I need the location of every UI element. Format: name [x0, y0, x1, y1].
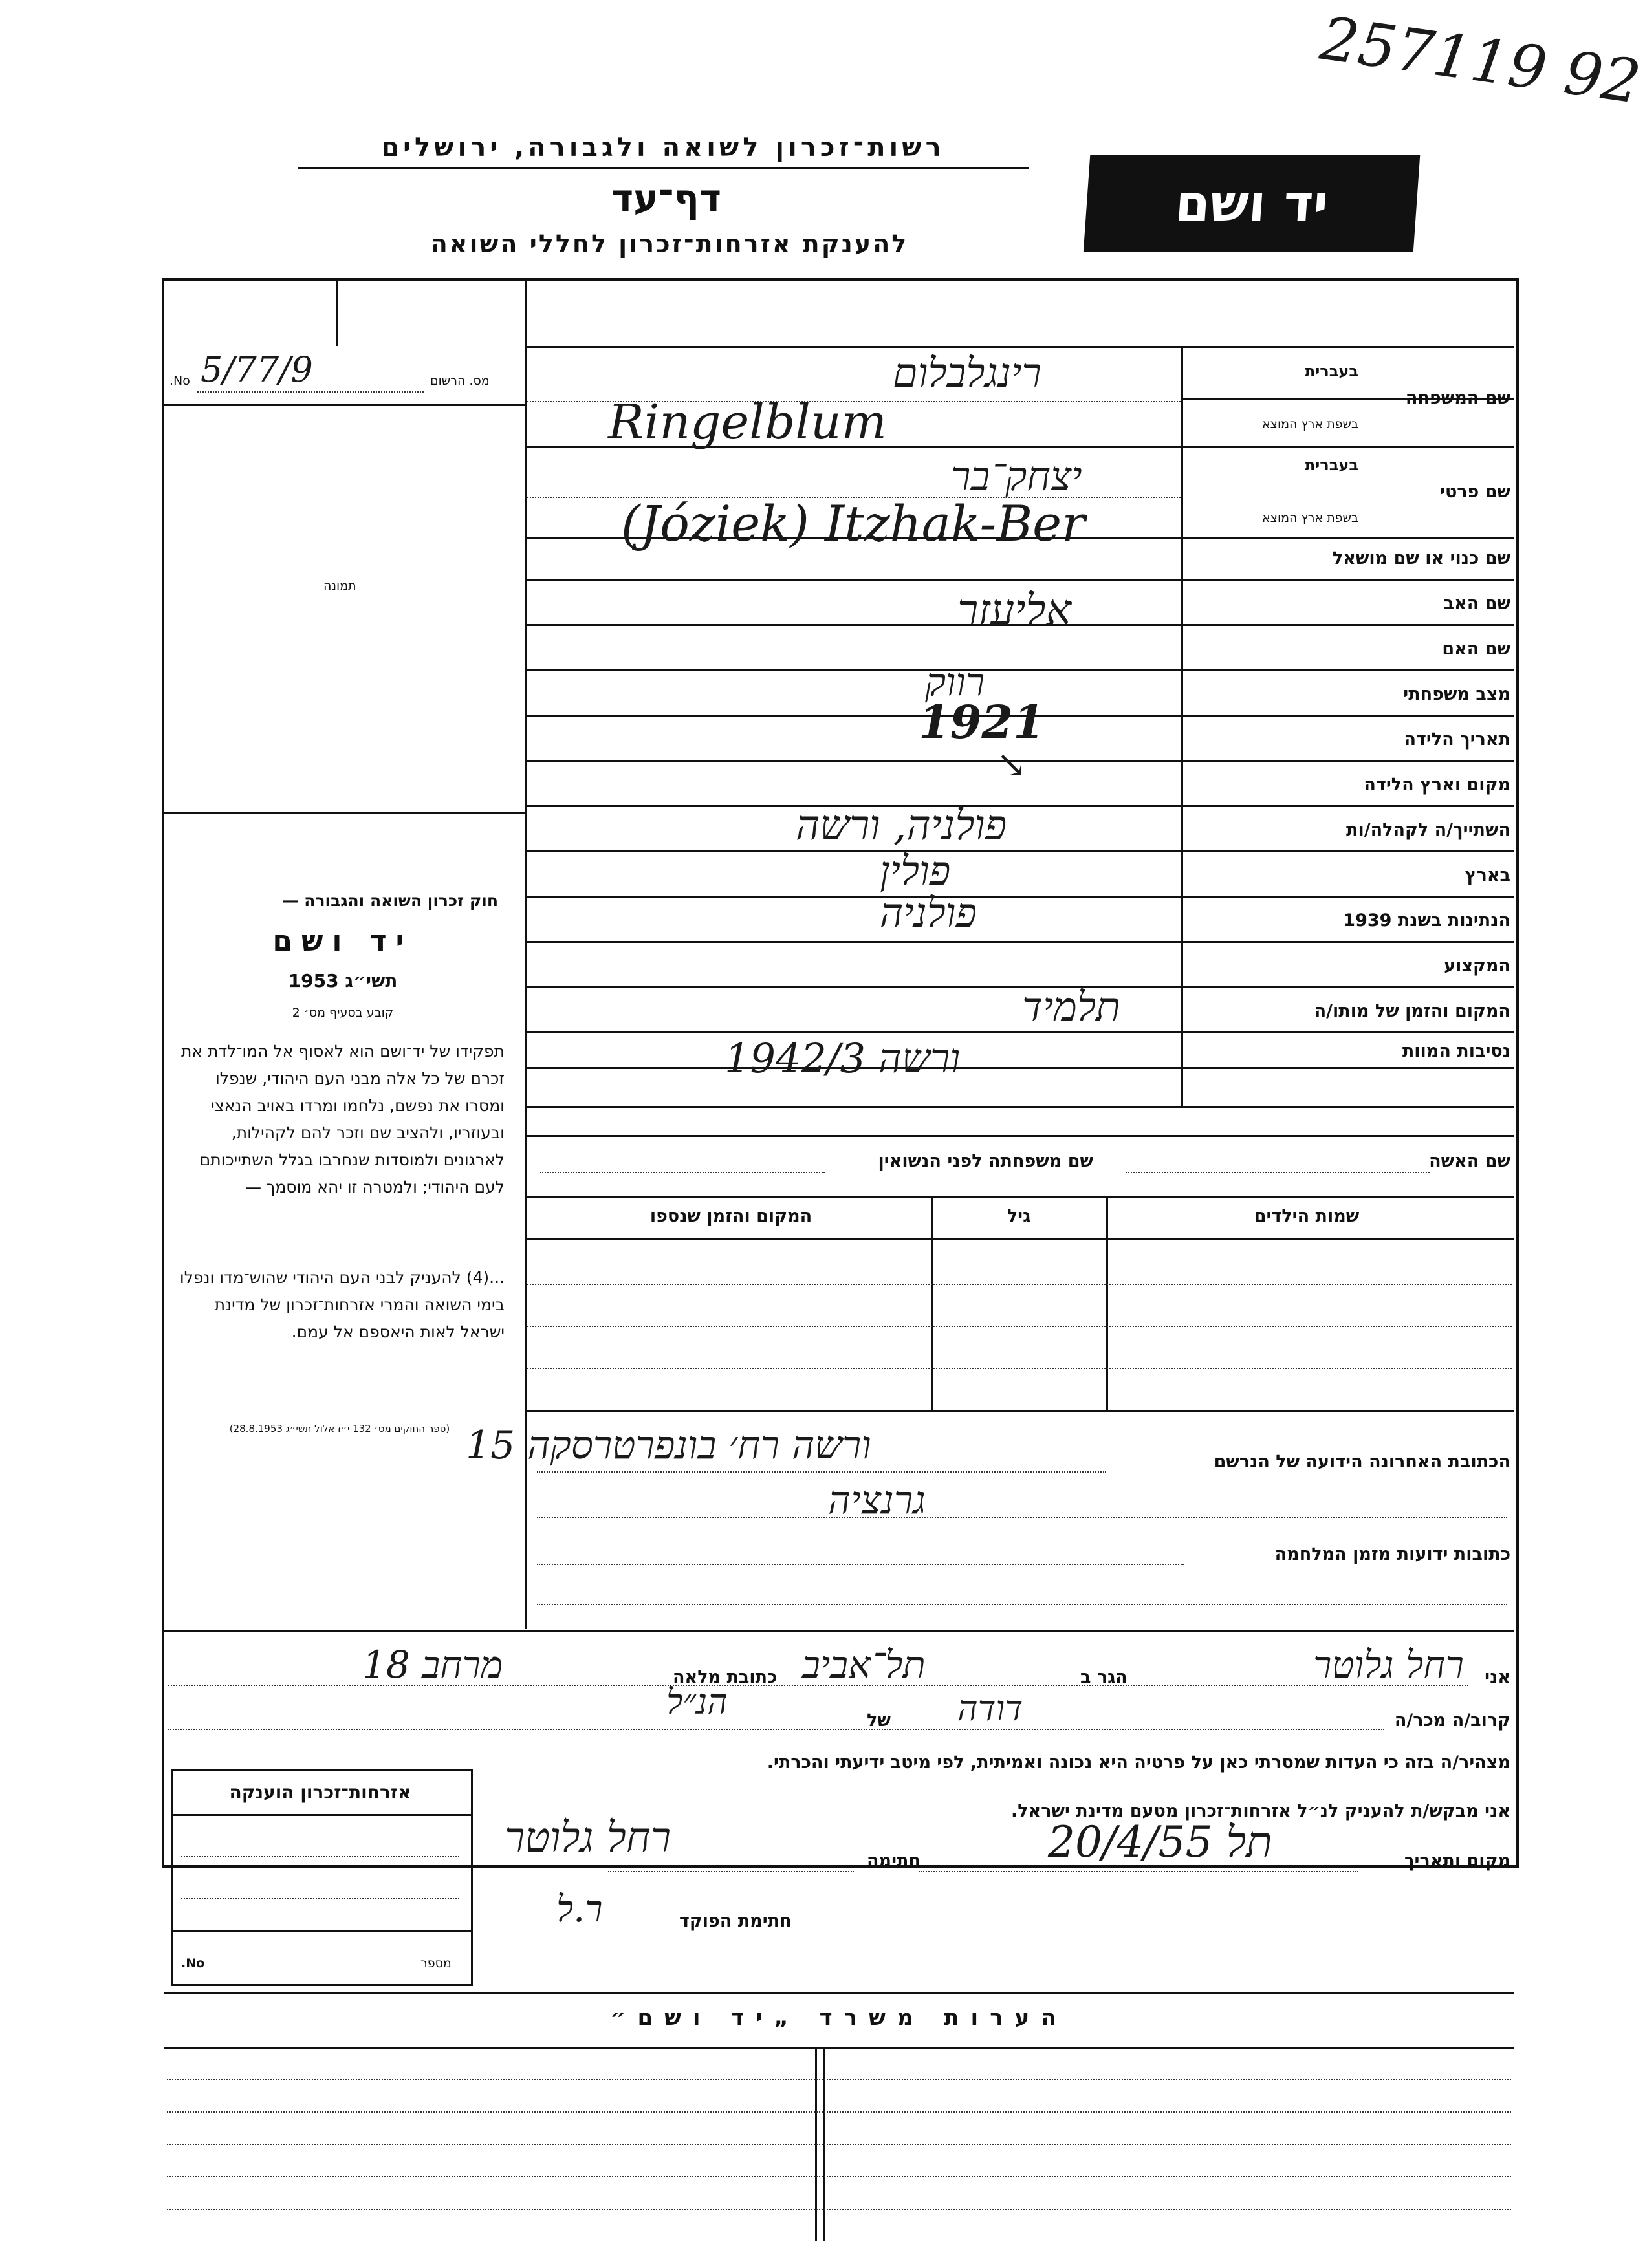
rule: [167, 2176, 1511, 2177]
rule: [525, 1067, 1514, 1069]
birth-date-value: 1921: [919, 695, 1045, 749]
last-address-line2-value: גרנציה: [828, 1478, 926, 1523]
yad-vashem-logo: יד ושם: [1084, 155, 1420, 252]
full-address-label: כתובת מלאה: [673, 1667, 778, 1687]
rule: [525, 941, 1514, 943]
rule: [181, 1898, 459, 1899]
rule: [525, 1135, 1514, 1137]
rule: [525, 1196, 1514, 1198]
rule: [525, 805, 1514, 807]
rule: [527, 1326, 1512, 1327]
last-address-label: הכתובת האחרונה הידועה של הנרשם: [1214, 1452, 1510, 1472]
photo-label: תמונה: [323, 579, 356, 593]
form-title: דף־עד: [611, 176, 722, 220]
header-rule: [298, 167, 1029, 169]
archive-number: 257119 92: [1316, 3, 1645, 118]
place-date-label: מקום ותאריך: [1404, 1851, 1510, 1871]
rule: [167, 2111, 1511, 2113]
declaration-text: מצהיר/ה בזה כי העדות שמסרתי כאן על פרטיה היא נכונה ואמיתית, לפי מיטב ידיעתי והכרתי.: [767, 1753, 1510, 1773]
marital-status-label: מצב משפחתי: [1403, 684, 1510, 704]
request-text: אני מבקש/ת להעניק לנ״ל אזרחות־זכרון מטעם מדינת ישראל.: [1010, 1801, 1510, 1821]
family-name-hebrew-label: בעברית: [1304, 362, 1358, 380]
rule: [537, 1517, 1507, 1518]
rule: [525, 1410, 1514, 1412]
top-row-rule: [525, 346, 1514, 348]
rule: [527, 1368, 1512, 1369]
citizenship-no-label: No.: [181, 1956, 205, 1971]
rule: [525, 579, 1514, 581]
rule: [527, 1284, 1512, 1285]
family-name-original-value: Ringelblum: [608, 394, 887, 450]
nationality-value: פולניה: [880, 889, 977, 936]
citizenship-num-label: מספר: [420, 1956, 452, 1971]
first-name-original-value: (Józiek) Itzhak-Ber: [621, 495, 1085, 552]
first-name-hebrew-label: בעברית: [1304, 456, 1358, 474]
reg-num-he-label: מס. הרשום: [430, 374, 490, 388]
rule: [181, 1856, 459, 1857]
last-address-value: ורשה רח׳ בונפרטרסקה 15: [466, 1423, 871, 1468]
rule: [525, 669, 1514, 671]
children-death-header: המקום והזמן שנספו: [649, 1206, 812, 1226]
nickname-label: שם כנוי או שם מושאל: [1332, 548, 1510, 568]
place-date-line: [919, 1871, 1358, 1872]
family-name-hebrew-value: רינגלבלום: [893, 349, 1041, 396]
label-column-divider: [1181, 346, 1183, 1106]
of-label: של: [867, 1711, 891, 1731]
children-col-divider: [1106, 1196, 1108, 1410]
community-value: פולניה, ורשה: [796, 802, 1007, 850]
marital-status-value: רווק: [925, 660, 985, 705]
birthplace-label: מקום וארץ הלידה: [1364, 775, 1510, 795]
rule: [525, 850, 1514, 852]
rule: [537, 1604, 1507, 1605]
father-name-value: אליעזר: [957, 585, 1071, 635]
reg-number-line: [197, 391, 424, 393]
law-paragraph-1: תפקידו של יד־ושם הוא לאסוף אל המו־לדת את זכרם של כל אלה מבני העם היהודי, שנפלו ומסרו את נפשם, נלחמו ומרדו באויב הנאצי ובעוזריו, ולהציב שם וזכר להם לקהילות, לארגונים ולמוסדות שנחרבו בגלל השתייכותם לעם היהודי; ולמטרה זו יהא מוסמך —: [180, 1042, 505, 1196]
death-place-value: ורשה 1942/3: [724, 1035, 961, 1082]
signature-label: חתימה: [867, 1851, 921, 1871]
maiden-name-line: [540, 1172, 825, 1173]
profession-label: המקצוע: [1444, 956, 1510, 976]
wife-name-line: [1126, 1172, 1430, 1173]
children-age-header: גיל: [1007, 1206, 1031, 1226]
declarant-i-label: אני: [1485, 1667, 1510, 1687]
rule: [168, 1685, 1468, 1686]
photo-box-rule: [164, 812, 525, 814]
rule: [525, 1238, 1514, 1240]
signature-value: רחל גלוטר: [505, 1814, 671, 1862]
law-clause: קובע בסעיף מס׳ 2: [292, 1006, 394, 1020]
rule: [171, 1814, 471, 1816]
children-col-divider: [931, 1196, 933, 1410]
reg-number-value: 5/77/9: [201, 349, 313, 390]
office-notes-rule: [164, 1992, 1514, 1994]
law-reference: (ספר החוקים מס׳ 132 י״ז אלול תשי״ג 28.8.1953): [229, 1423, 450, 1434]
death-cause-label: נסיבות המוות: [1402, 1041, 1510, 1061]
rule: [168, 1729, 1384, 1730]
first-name-origin-label: בשפת ארץ המוצא: [1261, 511, 1358, 525]
place-date-value: תל 20/4/55: [1048, 1817, 1272, 1867]
top-cell-divider: [336, 281, 338, 346]
rule: [171, 1930, 471, 1932]
official-signature-value: ר.ל: [556, 1888, 603, 1930]
profession-value: תלמיד: [1022, 983, 1120, 1030]
death-place-label: המקום והזמן של מותו/ה: [1314, 1001, 1510, 1021]
declarant-name-value: רחל גלוטר: [1313, 1643, 1465, 1687]
first-name-label: שם פרטי: [1440, 482, 1510, 502]
official-signature-label: חתימת הפוקד: [679, 1911, 792, 1931]
office-notes-title: הערות משרד „יד ושם״: [610, 2005, 1068, 2031]
relation-value: דודה: [957, 1688, 1023, 1729]
community-label: השתייך/ה לקהלה/ות: [1346, 820, 1510, 840]
declarant-city-value: תל־אביב: [802, 1643, 926, 1687]
rule: [525, 896, 1514, 898]
last-address-line: [537, 1471, 1106, 1473]
rule: [525, 1106, 1514, 1108]
birth-arrow: ↘: [996, 744, 1027, 786]
rule: [164, 2047, 1514, 2049]
form-subtitle: להענקת אזרחות־זכרון לחללי השואה: [430, 230, 909, 258]
children-names-header: שמות הילדים: [1254, 1206, 1360, 1226]
rule: [537, 1564, 1184, 1565]
rule: [167, 2079, 1511, 2080]
law-year: תשי״ג 1953: [288, 970, 398, 991]
family-name-label: שם המשפחה: [1405, 388, 1510, 408]
signature-line: [608, 1871, 854, 1872]
rule: [167, 2144, 1511, 2145]
country-value: פולין: [880, 847, 951, 894]
rule: [525, 1031, 1514, 1033]
declaration-rule: [164, 1630, 1514, 1632]
reg-row-rule: [164, 404, 525, 406]
mother-name-label: שם האם: [1442, 639, 1510, 659]
birth-date-label: תאריך הלידה: [1404, 729, 1510, 750]
nationality-label: הנתינות בשנת 1939: [1343, 911, 1510, 931]
law-heading: חוק זכרון השואה והגבורה —: [282, 891, 498, 910]
relative-label: קרוב/ה מכר/ה: [1394, 1711, 1510, 1731]
first-name-hebrew-value: יצחק־בר: [951, 453, 1082, 500]
of-value: הנ״ל: [666, 1681, 728, 1722]
law-paragraph-2: ...(4) להעניק לבני העם היהודי שהוש־מדו ונפלו בימי השואה והמרי אזרחות־זכרון של מדינת ישראל לאות היאספם אל עמם.: [179, 1268, 505, 1341]
family-name-origin-label: בשפת ארץ המוצא: [1261, 417, 1358, 431]
maiden-name-label: שם משפחתה לפני הנשואין: [878, 1151, 1093, 1171]
citizenship-box-title: אזרחות־זכרון הוענקה: [229, 1782, 411, 1803]
father-name-label: שם האב: [1443, 594, 1510, 614]
reg-no-label: No.: [169, 374, 190, 388]
country-label: בארץ: [1465, 865, 1510, 885]
authority-name: רשות־זכרון לשואה ולגבורה, ירושלים: [381, 133, 945, 162]
rule: [167, 2209, 1511, 2210]
declarant-street-value: מרחב 18: [362, 1643, 503, 1687]
law-name: יד ושם: [272, 925, 413, 958]
rule: [525, 986, 1514, 988]
resides-label: הגר ב: [1080, 1667, 1128, 1687]
wartime-address-label: כתובות ידועות מזמן המלחמה: [1274, 1544, 1510, 1564]
wife-name-label: שם האשה: [1429, 1151, 1510, 1171]
